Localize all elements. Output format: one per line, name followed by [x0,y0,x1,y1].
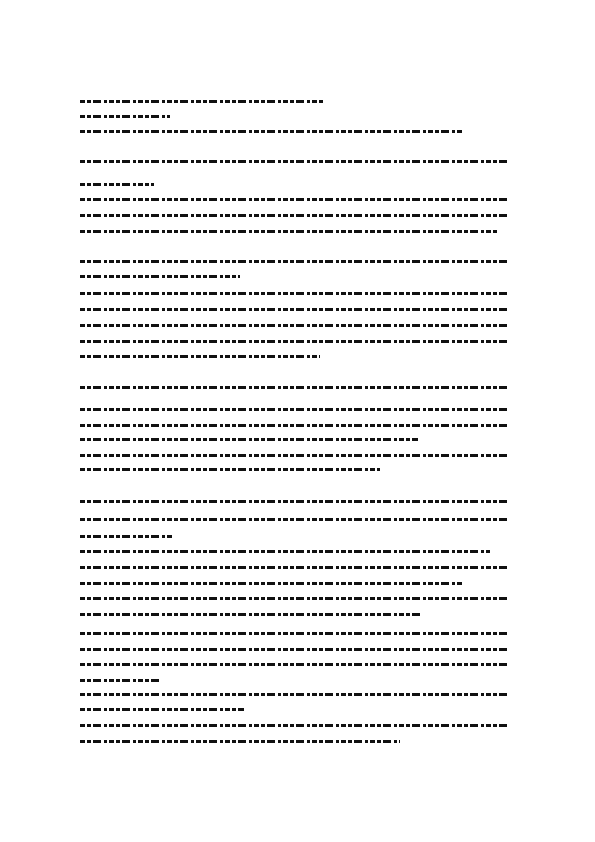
paragraph-3-line-5 [80,454,508,457]
paragraph-2-line-7 [80,355,320,358]
paragraph-4-line-2 [80,518,508,521]
paragraph-2-line-1 [80,260,508,263]
paragraph-4-line-12 [80,679,160,682]
paragraph-4-line-11 [80,663,508,666]
paragraph-1-line-3 [80,198,508,201]
paragraph-4-line-16 [80,740,400,743]
paragraph-4-line-3 [80,535,174,538]
paragraph-1-line-4 [80,214,508,217]
paragraph-4-line-5 [80,566,508,569]
paragraph-4-line-6 [80,582,464,585]
paragraph-3-line-4 [80,438,418,441]
paragraph-4-line-15 [80,724,508,727]
paragraph-4-line-14 [80,708,244,711]
paragraph-2-line-6 [80,340,508,343]
paragraph-1-line-1 [80,160,508,163]
paragraph-4-line-8 [80,613,422,616]
paragraph-3-line-3 [80,424,508,427]
paragraph-2-line-4 [80,308,508,311]
paragraph-4-line-1 [80,500,508,503]
paragraph-4-line-13 [80,693,508,696]
paragraph-1-line-2 [80,183,154,186]
paragraph-4-line-10 [80,648,508,651]
paragraph-4-line-7 [80,597,508,600]
paragraph-4-line-4 [80,550,490,553]
paragraph-3-line-2 [80,408,508,411]
doc-meta-line [80,130,464,133]
paragraph-2-line-3 [80,292,508,295]
paragraph-2-line-2 [80,275,240,278]
paragraph-2-line-5 [80,324,508,327]
paragraph-1-line-5 [80,230,498,233]
doc-subtitle-line [80,115,170,118]
paragraph-3-line-6 [80,468,380,471]
doc-title-line [80,100,324,103]
paragraph-3-line-1 [80,386,508,389]
paragraph-4-line-9 [80,632,508,635]
